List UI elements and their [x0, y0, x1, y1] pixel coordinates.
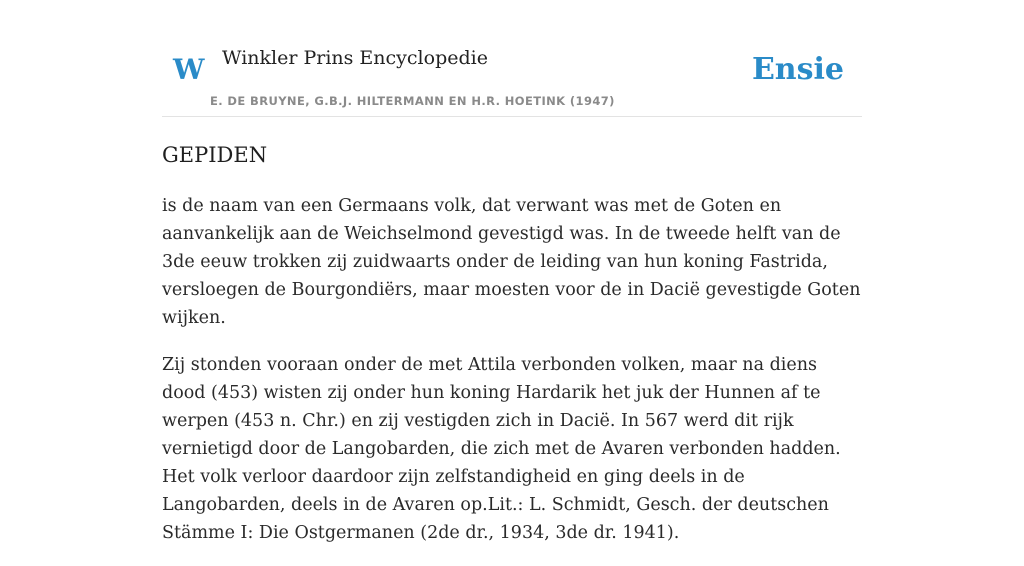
site-header: [162, 0, 862, 117]
site-title[interactable]: Winkler Prins Encyclopedie: [222, 47, 488, 69]
entry-paragraph: Zij stonden vooraan onder de met Attila verbonden volken, maar na diens dood (453) wisten zij onder hun koning Hardarik het juk der Hunnen af te werpen (453 n. Chr.) en zij vestigden zich in Dacië. In 567 werd dit rijk vernietigd door de Langobarden, die zich met de Avaren verbonden hadden. Het volk verloor daardoor zijn zelfstandigheid en ging deels in de Langobarden, deels in de Avaren op.Lit.: L. Schmidt, Gesch. der deutschen Stämme I: Die Ostgermanen (2de dr., 1934, 3de dr. 1941).: [162, 355, 841, 543]
site-logo-icon[interactable]: W: [173, 53, 205, 86]
source-attribution: E. DE BRUYNE, G.B.J. HILTERMANN EN H.R. HOETINK (1947): [210, 94, 615, 108]
content-container: [162, 0, 862, 543]
entry-paragraph: is de naam van een Germaans volk, dat verwant was met de Goten en aanvankelijk aan de Weichselmond gevestigd was. In de tweede helft van de 3de eeuw trokken zij zuidwaarts onder de leiding van hun koning Fastrida, versloegen de Bourgondiërs, maar moesten voor de in Dacië gevestigde Goten wijken.: [162, 196, 861, 328]
ensie-brand-logo[interactable]: Ensie: [751, 52, 844, 87]
entry-title: GEPIDEN: [162, 143, 268, 167]
entry-body: [162, 192, 862, 566]
